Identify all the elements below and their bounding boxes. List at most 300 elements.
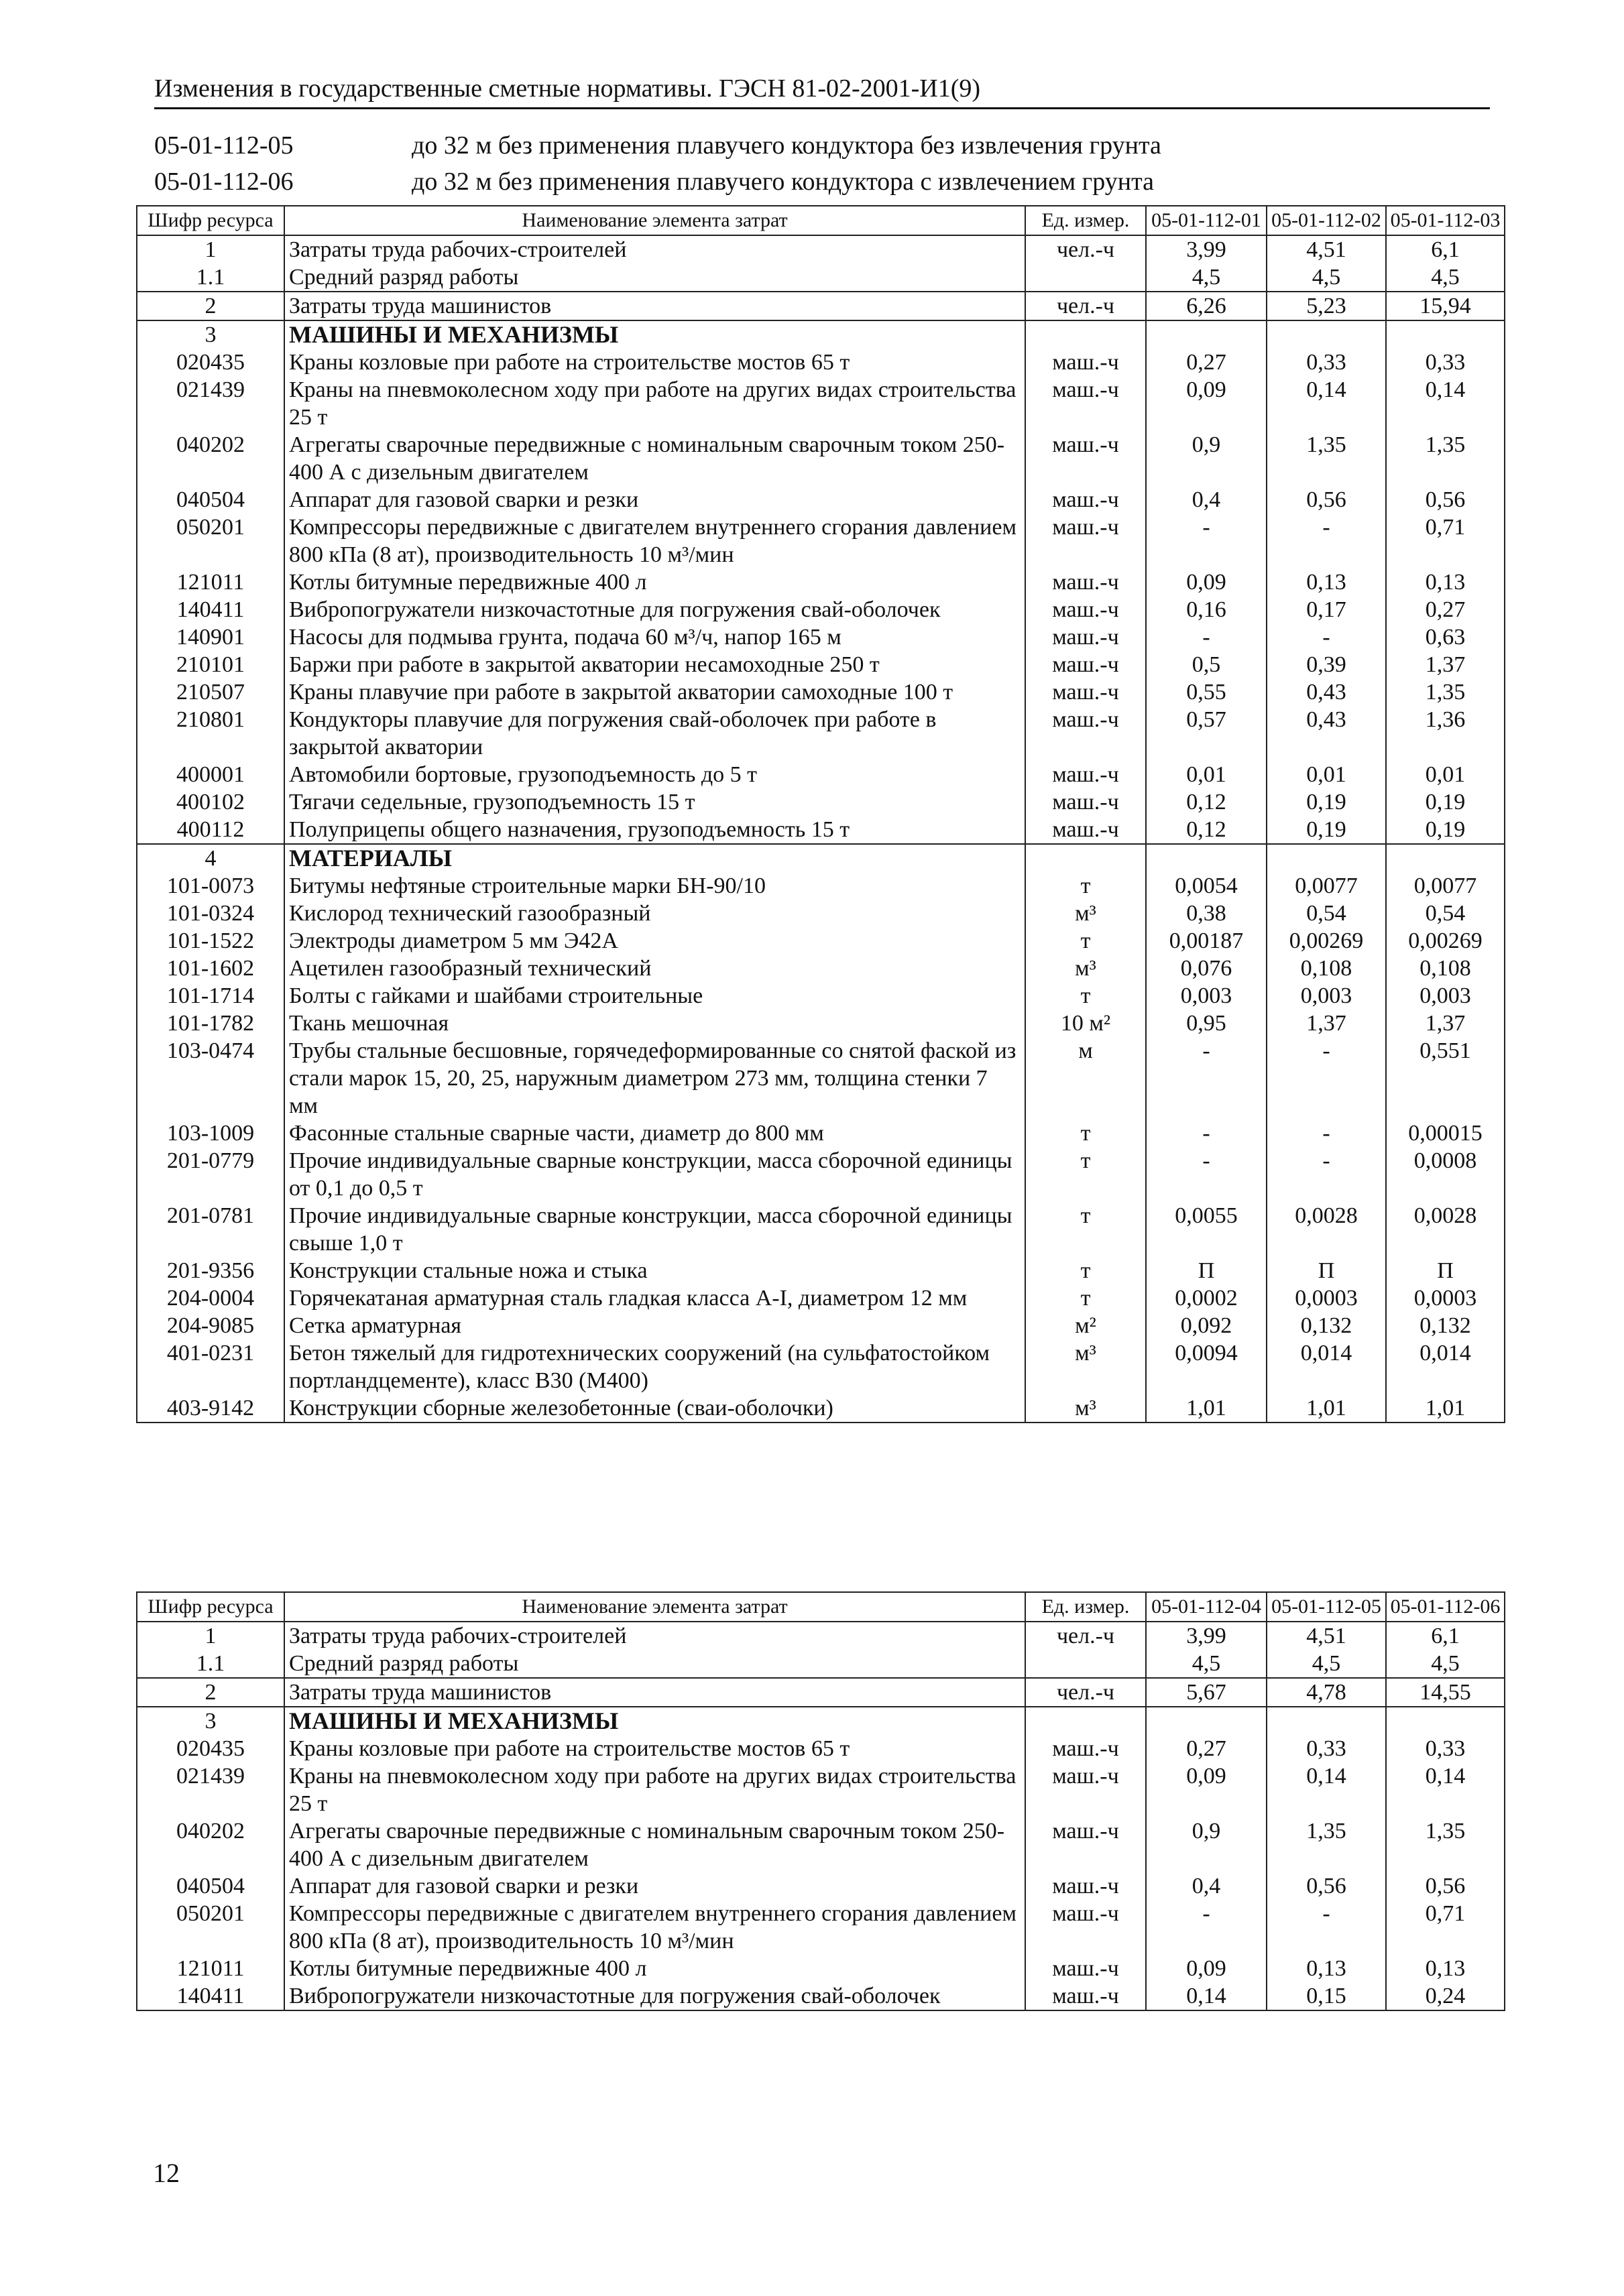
col-header-code: Шифр ресурса bbox=[137, 1592, 284, 1622]
unit: маш.-ч bbox=[1025, 1872, 1146, 1900]
norm-value: П bbox=[1386, 1257, 1505, 1284]
norm-value: 1,37 bbox=[1386, 1010, 1505, 1037]
norm-value: - bbox=[1146, 1147, 1267, 1202]
unit: маш.-ч bbox=[1025, 486, 1146, 513]
unit bbox=[1025, 1650, 1146, 1678]
norm-value: 0,01 bbox=[1146, 761, 1267, 788]
norm-value: 6,1 bbox=[1386, 235, 1505, 263]
norm-value: 0,17 bbox=[1267, 596, 1386, 623]
table-row bbox=[137, 1339, 1505, 1394]
resource-code: 021439 bbox=[137, 1762, 284, 1817]
resource-name: Краны на пневмоколесном ходу при работе на других видах строительства 25 т bbox=[284, 376, 1025, 431]
resource-name: Автомобили бортовые, грузоподъемность до 5 т bbox=[284, 761, 1025, 788]
unit: чел.-ч bbox=[1025, 1678, 1146, 1707]
resource-code: 201-9356 bbox=[137, 1257, 284, 1284]
norm-value bbox=[1267, 844, 1386, 872]
unit: маш.-ч bbox=[1025, 1735, 1146, 1762]
norm-value: 0,33 bbox=[1267, 349, 1386, 376]
norm-value: 1,01 bbox=[1386, 1394, 1505, 1423]
unit: 10 м² bbox=[1025, 1010, 1146, 1037]
norm-value: 3,99 bbox=[1146, 1622, 1267, 1650]
norm-value: - bbox=[1146, 1037, 1267, 1120]
norm-value: - bbox=[1267, 513, 1386, 568]
resource-code: 101-1522 bbox=[137, 927, 284, 955]
table-row bbox=[137, 982, 1505, 1010]
norm-value: 0,19 bbox=[1267, 816, 1386, 844]
table-row bbox=[137, 1872, 1505, 1900]
norm-value: 0,14 bbox=[1146, 1982, 1267, 2010]
resource-name: Тягачи седельные, грузоподъемность 15 т bbox=[284, 788, 1025, 816]
resource-code: 020435 bbox=[137, 1735, 284, 1762]
resource-code: 101-1602 bbox=[137, 955, 284, 982]
norm-value: 0,71 bbox=[1386, 1900, 1505, 1955]
resource-name: Краны козловые при работе на строительстве мостов 65 т bbox=[284, 1735, 1025, 1762]
resource-name: Компрессоры передвижные с двигателем внутреннего сгорания давлением 800 кПа (8 ат), производительность 10 м³/мин bbox=[284, 513, 1025, 568]
norm-value: 0,0003 bbox=[1267, 1284, 1386, 1312]
norm-value: - bbox=[1267, 1147, 1386, 1202]
norm-value: 4,5 bbox=[1386, 1650, 1505, 1678]
table-row bbox=[137, 1817, 1505, 1872]
norm-value: - bbox=[1267, 1037, 1386, 1120]
unit: маш.-ч bbox=[1025, 1817, 1146, 1872]
col-header-norm: 05-01-112-03 bbox=[1386, 206, 1505, 235]
norm-value: 0,5 bbox=[1146, 651, 1267, 678]
norm-value: 0,09 bbox=[1146, 568, 1267, 596]
norm-value: 0,33 bbox=[1386, 1735, 1505, 1762]
unit: маш.-ч bbox=[1025, 596, 1146, 623]
norm-value: 0,4 bbox=[1146, 1872, 1267, 1900]
table-row bbox=[137, 1037, 1505, 1120]
table-row bbox=[137, 872, 1505, 900]
resource-name: Полуприцепы общего назначения, грузоподъемность 15 т bbox=[284, 816, 1025, 844]
unit: м³ bbox=[1025, 955, 1146, 982]
resource-code: 101-1782 bbox=[137, 1010, 284, 1037]
unit: маш.-ч bbox=[1025, 1900, 1146, 1955]
norm-value: 0,63 bbox=[1386, 623, 1505, 651]
norm-value: 0,0077 bbox=[1267, 872, 1386, 900]
norm-value: 4,5 bbox=[1146, 1650, 1267, 1678]
work-code-line bbox=[154, 164, 1490, 200]
unit bbox=[1025, 263, 1146, 292]
resource-code: 040202 bbox=[137, 431, 284, 486]
table-row bbox=[137, 486, 1505, 513]
norm-value bbox=[1146, 844, 1267, 872]
col-header-name: Наименование элемента затрат bbox=[284, 206, 1025, 235]
resource-name: Средний разряд работы bbox=[284, 263, 1025, 292]
norm-value bbox=[1267, 1707, 1386, 1735]
table-row bbox=[137, 900, 1505, 927]
table-row bbox=[137, 1982, 1505, 2010]
table-row bbox=[137, 678, 1505, 706]
table-row bbox=[137, 1120, 1505, 1147]
work-code: 05-01-112-05 bbox=[154, 131, 294, 160]
norm-value: 0,54 bbox=[1386, 900, 1505, 927]
norm-value: 0,54 bbox=[1267, 900, 1386, 927]
unit: т bbox=[1025, 1202, 1146, 1257]
norm-value: 0,9 bbox=[1146, 431, 1267, 486]
norm-value: 0,27 bbox=[1386, 596, 1505, 623]
unit: м³ bbox=[1025, 900, 1146, 927]
resource-name: Агрегаты сварочные передвижные с номинальным сварочным током 250-400 А с дизельным двигателем bbox=[284, 431, 1025, 486]
resource-name: Аппарат для газовой сварки и резки bbox=[284, 1872, 1025, 1900]
resource-code: 4 bbox=[137, 844, 284, 872]
col-header-norm: 05-01-112-06 bbox=[1386, 1592, 1505, 1622]
section-title: МАШИНЫ И МЕХАНИЗМЫ bbox=[284, 1707, 1025, 1735]
unit: маш.-ч bbox=[1025, 431, 1146, 486]
resource-code: 020435 bbox=[137, 349, 284, 376]
resource-code: 210801 bbox=[137, 706, 284, 761]
table-row bbox=[137, 1257, 1505, 1284]
resource-code: 101-0324 bbox=[137, 900, 284, 927]
unit: маш.-ч bbox=[1025, 623, 1146, 651]
norm-value: 0,56 bbox=[1386, 486, 1505, 513]
unit: маш.-ч bbox=[1025, 678, 1146, 706]
norm-value: 0,12 bbox=[1146, 816, 1267, 844]
norm-value: 0,55 bbox=[1146, 678, 1267, 706]
norm-value: 0,132 bbox=[1386, 1312, 1505, 1339]
table-row bbox=[137, 596, 1505, 623]
norm-value: 0,13 bbox=[1386, 568, 1505, 596]
resource-code: 050201 bbox=[137, 1900, 284, 1955]
table-row bbox=[137, 927, 1505, 955]
unit: чел.-ч bbox=[1025, 292, 1146, 320]
unit: маш.-ч bbox=[1025, 1955, 1146, 1982]
unit: маш.-ч bbox=[1025, 376, 1146, 431]
norm-value: 1,35 bbox=[1267, 431, 1386, 486]
norm-value: 1,35 bbox=[1386, 1817, 1505, 1872]
unit: м³ bbox=[1025, 1339, 1146, 1394]
resource-name: Сетка арматурная bbox=[284, 1312, 1025, 1339]
norm-value: 0,12 bbox=[1146, 788, 1267, 816]
table-row bbox=[137, 761, 1505, 788]
resource-name: Электроды диаметром 5 мм Э42А bbox=[284, 927, 1025, 955]
table-row bbox=[137, 955, 1505, 982]
norm-value: 1,01 bbox=[1146, 1394, 1267, 1423]
resource-name: Компрессоры передвижные с двигателем внутреннего сгорания давлением 800 кПа (8 ат), производительность 10 м³/мин bbox=[284, 1900, 1025, 1955]
table-header-row bbox=[137, 206, 1505, 235]
norm-value bbox=[1386, 1707, 1505, 1735]
table-row bbox=[137, 1010, 1505, 1037]
unit: маш.-ч bbox=[1025, 513, 1146, 568]
resource-table-1 bbox=[136, 205, 1505, 1423]
norm-value: 0,0055 bbox=[1146, 1202, 1267, 1257]
norm-value: 0,00015 bbox=[1386, 1120, 1505, 1147]
norm-value: 0,0028 bbox=[1267, 1202, 1386, 1257]
unit: т bbox=[1025, 1257, 1146, 1284]
norm-value: 0,0077 bbox=[1386, 872, 1505, 900]
table-row bbox=[137, 1955, 1505, 1982]
norm-value: 15,94 bbox=[1386, 292, 1505, 320]
norm-value: 0,01 bbox=[1386, 761, 1505, 788]
table-row bbox=[137, 1312, 1505, 1339]
work-code: 05-01-112-06 bbox=[154, 168, 294, 196]
table-row bbox=[137, 568, 1505, 596]
resource-name: Битумы нефтяные строительные марки БН-90/10 bbox=[284, 872, 1025, 900]
norm-value: 0,14 bbox=[1386, 1762, 1505, 1817]
unit: т bbox=[1025, 1284, 1146, 1312]
norm-value: - bbox=[1267, 1120, 1386, 1147]
table-row bbox=[137, 844, 1505, 872]
norm-value: 0,00269 bbox=[1267, 927, 1386, 955]
norm-value: 4,5 bbox=[1146, 263, 1267, 292]
table-row bbox=[137, 623, 1505, 651]
norm-value: 0,076 bbox=[1146, 955, 1267, 982]
unit: маш.-ч bbox=[1025, 761, 1146, 788]
unit: м³ bbox=[1025, 1394, 1146, 1423]
norm-value: 0,132 bbox=[1267, 1312, 1386, 1339]
resource-name: Затраты труда машинистов bbox=[284, 292, 1025, 320]
norm-value: 6,1 bbox=[1386, 1622, 1505, 1650]
resource-code: 400102 bbox=[137, 788, 284, 816]
resource-name: Конструкции стальные ножа и стыка bbox=[284, 1257, 1025, 1284]
table-row bbox=[137, 1900, 1505, 1955]
unit bbox=[1025, 844, 1146, 872]
resource-name: Вибропогружатели низкочастотные для погружения свай-оболочек bbox=[284, 1982, 1025, 2010]
resource-code: 2 bbox=[137, 292, 284, 320]
table-row bbox=[137, 1762, 1505, 1817]
resource-name: Аппарат для газовой сварки и резки bbox=[284, 486, 1025, 513]
table-row bbox=[137, 788, 1505, 816]
unit: маш.-ч bbox=[1025, 651, 1146, 678]
resource-code: 140411 bbox=[137, 596, 284, 623]
norm-value: 0,27 bbox=[1146, 1735, 1267, 1762]
unit: м bbox=[1025, 1037, 1146, 1120]
resource-code: 3 bbox=[137, 320, 284, 349]
resource-code: 401-0231 bbox=[137, 1339, 284, 1394]
norm-value: - bbox=[1267, 623, 1386, 651]
norm-value: 0,0003 bbox=[1386, 1284, 1505, 1312]
resource-name: Краны плавучие при работе в закрытой акватории самоходные 100 т bbox=[284, 678, 1025, 706]
norm-value: 14,55 bbox=[1386, 1678, 1505, 1707]
norm-value: 0,0002 bbox=[1146, 1284, 1267, 1312]
work-code-line bbox=[154, 127, 1490, 164]
table-body bbox=[137, 235, 1505, 1423]
resource-code: 400001 bbox=[137, 761, 284, 788]
norm-value: 0,56 bbox=[1267, 486, 1386, 513]
resource-name: Средний разряд работы bbox=[284, 1650, 1025, 1678]
table-header-row bbox=[137, 1592, 1505, 1622]
table-body bbox=[137, 1622, 1505, 2010]
unit: маш.-ч bbox=[1025, 568, 1146, 596]
resource-code: 040504 bbox=[137, 1872, 284, 1900]
resource-name: Ткань мешочная bbox=[284, 1010, 1025, 1037]
norm-value: 1,35 bbox=[1386, 678, 1505, 706]
norm-value: 6,26 bbox=[1146, 292, 1267, 320]
document-header: Изменения в государственные сметные нормативы. ГЭСН 81-02-2001-И1(9) bbox=[154, 70, 1490, 109]
norm-value: 0,14 bbox=[1386, 376, 1505, 431]
norm-value: 0,14 bbox=[1267, 376, 1386, 431]
resource-name: Фасонные стальные сварные части, диаметр до 800 мм bbox=[284, 1120, 1025, 1147]
unit: маш.-ч bbox=[1025, 1762, 1146, 1817]
table-row bbox=[137, 1284, 1505, 1312]
unit: маш.-ч bbox=[1025, 706, 1146, 761]
norm-value: 0,19 bbox=[1386, 816, 1505, 844]
resource-code: 121011 bbox=[137, 568, 284, 596]
norm-value: 4,5 bbox=[1267, 263, 1386, 292]
resource-name: Краны на пневмоколесном ходу при работе на других видах строительства 25 т bbox=[284, 1762, 1025, 1817]
table-row bbox=[137, 292, 1505, 320]
table-row bbox=[137, 1650, 1505, 1678]
norm-value: 0,43 bbox=[1267, 678, 1386, 706]
resource-code: 101-1714 bbox=[137, 982, 284, 1010]
norm-value: 0,33 bbox=[1386, 349, 1505, 376]
norm-value: 0,014 bbox=[1267, 1339, 1386, 1394]
norm-value: - bbox=[1146, 1900, 1267, 1955]
norm-value: 0,09 bbox=[1146, 1762, 1267, 1817]
table-row bbox=[137, 349, 1505, 376]
norm-value: 4,78 bbox=[1267, 1678, 1386, 1707]
unit: маш.-ч bbox=[1025, 349, 1146, 376]
page-number: 12 bbox=[153, 2158, 180, 2188]
norm-value: 0,33 bbox=[1267, 1735, 1386, 1762]
table-row bbox=[137, 1202, 1505, 1257]
table-row bbox=[137, 816, 1505, 844]
norm-value: 1,37 bbox=[1267, 1010, 1386, 1037]
resource-name: Конструкции сборные железобетонные (сваи-оболочки) bbox=[284, 1394, 1025, 1423]
norm-value: 4,51 bbox=[1267, 235, 1386, 263]
resource-name: Бетон тяжелый для гидротехнических сооружений (на сульфатостойком портландцементе), класс В30 (М400) bbox=[284, 1339, 1025, 1394]
resource-code: 101-0073 bbox=[137, 872, 284, 900]
resource-name: Вибропогружатели низкочастотные для погружения свай-оболочек bbox=[284, 596, 1025, 623]
norm-value: 4,5 bbox=[1386, 263, 1505, 292]
norm-value: 0,09 bbox=[1146, 1955, 1267, 1982]
norm-value: 0,003 bbox=[1386, 982, 1505, 1010]
norm-value: 3,99 bbox=[1146, 235, 1267, 263]
table-row bbox=[137, 320, 1505, 349]
norm-value: 0,13 bbox=[1267, 568, 1386, 596]
norm-value: 0,0054 bbox=[1146, 872, 1267, 900]
unit: маш.-ч bbox=[1025, 788, 1146, 816]
norm-value bbox=[1386, 320, 1505, 349]
resource-code: 1.1 bbox=[137, 1650, 284, 1678]
norm-value: 1,36 bbox=[1386, 706, 1505, 761]
resource-code: 204-0004 bbox=[137, 1284, 284, 1312]
norm-value: 0,0028 bbox=[1386, 1202, 1505, 1257]
section-title: МАШИНЫ И МЕХАНИЗМЫ bbox=[284, 320, 1025, 349]
norm-value: 5,23 bbox=[1267, 292, 1386, 320]
resource-code: 400112 bbox=[137, 816, 284, 844]
norm-value: 0,0008 bbox=[1386, 1147, 1505, 1202]
norm-value: 1,35 bbox=[1267, 1817, 1386, 1872]
norm-value: П bbox=[1267, 1257, 1386, 1284]
unit: т bbox=[1025, 927, 1146, 955]
work-description: до 32 м без применения плавучего кондуктора без извлечения грунта bbox=[412, 131, 1161, 160]
table-row bbox=[137, 651, 1505, 678]
table-row bbox=[137, 1147, 1505, 1202]
table-row bbox=[137, 1394, 1505, 1423]
norm-value: - bbox=[1146, 623, 1267, 651]
norm-value: 0,108 bbox=[1267, 955, 1386, 982]
norm-value: 0,4 bbox=[1146, 486, 1267, 513]
col-header-code: Шифр ресурса bbox=[137, 206, 284, 235]
norm-value bbox=[1146, 1707, 1267, 1735]
resource-code: 403-9142 bbox=[137, 1394, 284, 1423]
norm-value: 0,108 bbox=[1386, 955, 1505, 982]
unit: маш.-ч bbox=[1025, 816, 1146, 844]
col-header-norm: 05-01-112-02 bbox=[1267, 206, 1386, 235]
unit: т bbox=[1025, 982, 1146, 1010]
resource-code: 140901 bbox=[137, 623, 284, 651]
resource-name: Кондукторы плавучие для погружения свай-оболочек при работе в закрытой акватории bbox=[284, 706, 1025, 761]
resource-code: 2 bbox=[137, 1678, 284, 1707]
work-code-list bbox=[154, 127, 1490, 200]
norm-value: 0,16 bbox=[1146, 596, 1267, 623]
resource-name: Затраты труда рабочих-строителей bbox=[284, 235, 1025, 263]
unit bbox=[1025, 320, 1146, 349]
table-row bbox=[137, 1735, 1505, 1762]
norm-value: 0,71 bbox=[1386, 513, 1505, 568]
resource-code: 1 bbox=[137, 1622, 284, 1650]
table-row bbox=[137, 235, 1505, 263]
resource-name: Горячекатаная арматурная сталь гладкая класса А-I, диаметром 12 мм bbox=[284, 1284, 1025, 1312]
unit: т bbox=[1025, 1120, 1146, 1147]
norm-value bbox=[1386, 844, 1505, 872]
resource-table-2 bbox=[136, 1591, 1505, 2011]
resource-code: 021439 bbox=[137, 376, 284, 431]
resource-code: 3 bbox=[137, 1707, 284, 1735]
resource-name: Ацетилен газообразный технический bbox=[284, 955, 1025, 982]
norm-value: 0,27 bbox=[1146, 349, 1267, 376]
table-row bbox=[137, 376, 1505, 431]
norm-value: 0,19 bbox=[1267, 788, 1386, 816]
table-row bbox=[137, 1622, 1505, 1650]
col-header-norm: 05-01-112-01 bbox=[1146, 206, 1267, 235]
norm-value: 1,37 bbox=[1386, 651, 1505, 678]
norm-value bbox=[1267, 320, 1386, 349]
resource-name: Затраты труда машинистов bbox=[284, 1678, 1025, 1707]
unit bbox=[1025, 1707, 1146, 1735]
unit: м² bbox=[1025, 1312, 1146, 1339]
resource-name: Агрегаты сварочные передвижные с номинальным сварочным током 250-400 А с дизельным двигателем bbox=[284, 1817, 1025, 1872]
resource-code: 210101 bbox=[137, 651, 284, 678]
table-row bbox=[137, 263, 1505, 292]
resource-name: Прочие индивидуальные сварные конструкции, масса сборочной единицы от 0,1 до 0,5 т bbox=[284, 1147, 1025, 1202]
norm-value: П bbox=[1146, 1257, 1267, 1284]
norm-value: - bbox=[1146, 1120, 1267, 1147]
norm-value: 0,39 bbox=[1267, 651, 1386, 678]
norm-value: 0,00187 bbox=[1146, 927, 1267, 955]
resource-name: Затраты труда рабочих-строителей bbox=[284, 1622, 1025, 1650]
unit: чел.-ч bbox=[1025, 235, 1146, 263]
resource-code: 210507 bbox=[137, 678, 284, 706]
norm-value: 5,67 bbox=[1146, 1678, 1267, 1707]
norm-value: 0,24 bbox=[1386, 1982, 1505, 2010]
norm-value: 4,51 bbox=[1267, 1622, 1386, 1650]
resource-code: 1.1 bbox=[137, 263, 284, 292]
norm-value: 0,43 bbox=[1267, 706, 1386, 761]
resource-code: 103-1009 bbox=[137, 1120, 284, 1147]
norm-value: 0,0094 bbox=[1146, 1339, 1267, 1394]
col-header-unit: Ед. измер. bbox=[1025, 1592, 1146, 1622]
norm-value: 0,00269 bbox=[1386, 927, 1505, 955]
resource-code: 050201 bbox=[137, 513, 284, 568]
resource-name: Насосы для подмыва грунта, подача 60 м³/ч, напор 165 м bbox=[284, 623, 1025, 651]
resource-name: Котлы битумные передвижные 400 л bbox=[284, 568, 1025, 596]
norm-value: 0,95 bbox=[1146, 1010, 1267, 1037]
norm-value: 1,35 bbox=[1386, 431, 1505, 486]
norm-value: 4,5 bbox=[1267, 1650, 1386, 1678]
norm-value: 0,13 bbox=[1386, 1955, 1505, 1982]
col-header-norm: 05-01-112-04 bbox=[1146, 1592, 1267, 1622]
resource-code: 140411 bbox=[137, 1982, 284, 2010]
col-header-norm: 05-01-112-05 bbox=[1267, 1592, 1386, 1622]
norm-value: 0,551 bbox=[1386, 1037, 1505, 1120]
norm-value: 0,003 bbox=[1146, 982, 1267, 1010]
table-row bbox=[137, 706, 1505, 761]
resource-name: Краны козловые при работе на строительстве мостов 65 т bbox=[284, 349, 1025, 376]
unit: чел.-ч bbox=[1025, 1622, 1146, 1650]
resource-name: Болты с гайками и шайбами строительные bbox=[284, 982, 1025, 1010]
